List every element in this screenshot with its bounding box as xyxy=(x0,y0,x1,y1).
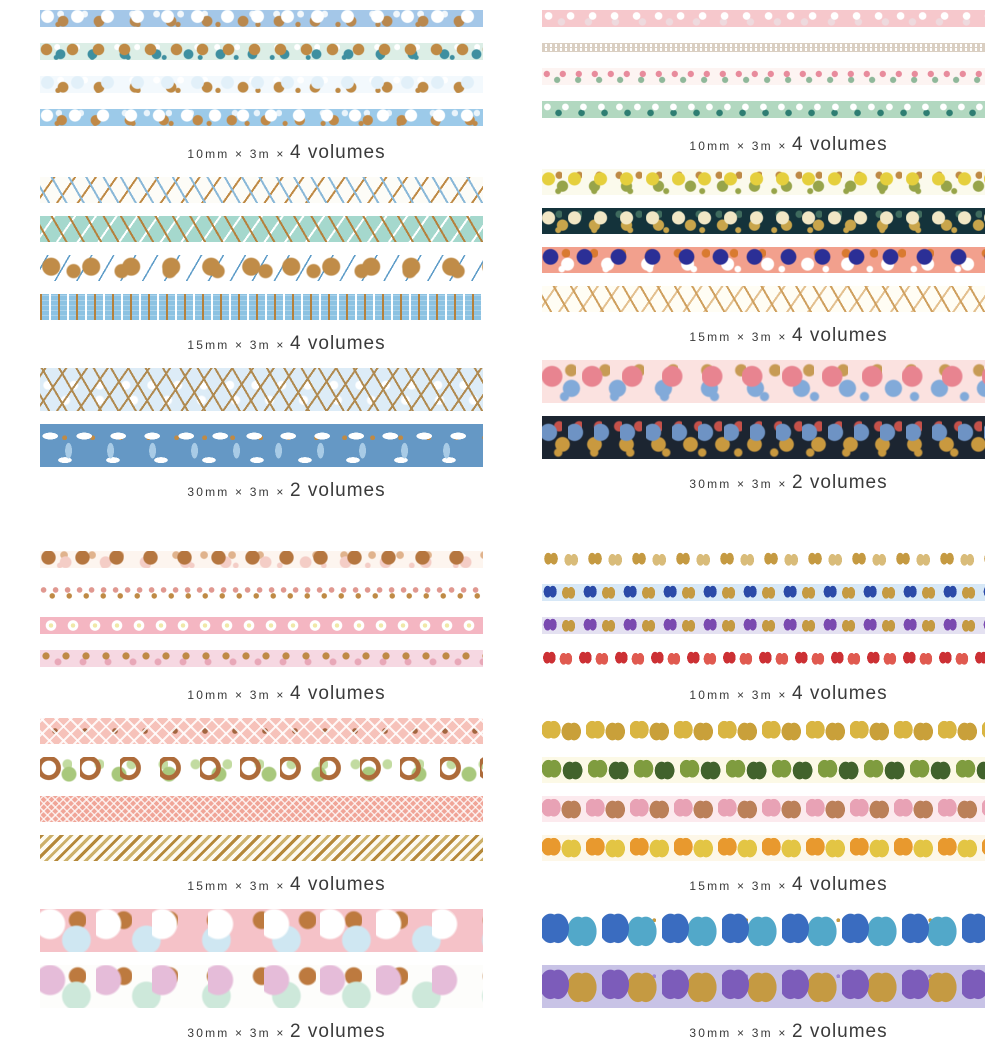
quadrant-bottom-left xyxy=(40,551,483,1056)
tape-strip xyxy=(40,796,483,822)
size-spec-label: 15mm × 3m × xyxy=(187,338,286,352)
tape-strip xyxy=(40,76,483,93)
size-spec-label: 30mm × 3m × xyxy=(187,485,286,499)
size-spec-label: 10mm × 3m × xyxy=(689,139,788,153)
tape-strip xyxy=(40,584,483,601)
tape-strip xyxy=(542,551,985,568)
quadrant-top-right xyxy=(542,10,985,515)
quadrant-top-left xyxy=(40,10,483,515)
tape-strip xyxy=(542,796,985,822)
tape-strip xyxy=(542,10,985,27)
volume-count-label: 2 volumes xyxy=(792,1021,888,1042)
tape-group xyxy=(542,10,985,169)
tape-group xyxy=(40,551,483,718)
size-label xyxy=(40,874,483,897)
tape-group xyxy=(40,10,483,177)
volume-count-label: 4 volumes xyxy=(792,134,888,155)
size-label xyxy=(542,134,985,157)
tape-strip xyxy=(40,835,483,861)
tape-strip xyxy=(40,424,483,467)
tape-group xyxy=(542,169,985,360)
size-label xyxy=(542,325,985,348)
tape-strip xyxy=(40,216,483,242)
tape-group xyxy=(542,360,985,507)
tape-strip xyxy=(542,617,985,634)
quadrant-bottom-right xyxy=(542,551,985,1056)
size-label xyxy=(40,683,483,706)
size-label xyxy=(40,480,483,503)
tape-strip xyxy=(542,416,985,459)
volume-count-label: 4 volumes xyxy=(792,874,888,895)
tape-group xyxy=(40,368,483,515)
size-spec-label: 10mm × 3m × xyxy=(187,688,286,702)
tape-strip xyxy=(542,68,985,85)
tape-strip xyxy=(542,718,985,744)
size-label xyxy=(542,874,985,897)
tape-strip xyxy=(40,368,483,411)
size-spec-label: 15mm × 3m × xyxy=(187,879,286,893)
tape-strip xyxy=(40,43,483,60)
tape-strip xyxy=(542,584,985,601)
tape-group xyxy=(40,909,483,1056)
volume-count-label: 2 volumes xyxy=(792,472,888,493)
tape-group xyxy=(542,551,985,718)
size-label xyxy=(542,472,985,495)
size-label xyxy=(40,333,483,356)
size-label xyxy=(40,142,483,165)
size-spec-label: 30mm × 3m × xyxy=(187,1026,286,1040)
volume-count-label: 2 volumes xyxy=(290,480,386,501)
volume-count-label: 2 volumes xyxy=(290,1021,386,1042)
size-spec-label: 10mm × 3m × xyxy=(689,688,788,702)
tape-strip xyxy=(542,965,985,1008)
tape-strip xyxy=(542,169,985,195)
tape-group xyxy=(542,909,985,1056)
tape-strip xyxy=(542,286,985,312)
size-spec-label: 15mm × 3m × xyxy=(689,879,788,893)
tape-strip xyxy=(542,208,985,234)
volume-count-label: 4 volumes xyxy=(792,325,888,346)
tape-strip xyxy=(40,551,483,568)
tape-group xyxy=(542,718,985,909)
size-spec-label: 30mm × 3m × xyxy=(689,477,788,491)
tape-strip xyxy=(542,43,985,52)
tape-strip xyxy=(542,101,985,118)
tape-strip xyxy=(40,109,483,126)
size-label xyxy=(542,683,985,706)
size-label xyxy=(40,1021,483,1044)
tape-strip xyxy=(40,617,483,634)
volume-count-label: 4 volumes xyxy=(290,874,386,895)
tape-strip xyxy=(542,835,985,861)
size-spec-label: 30mm × 3m × xyxy=(689,1026,788,1040)
tape-strip xyxy=(40,965,483,1008)
tape-strip xyxy=(542,650,985,667)
tape-strip xyxy=(40,718,483,744)
volume-count-label: 4 volumes xyxy=(290,142,386,163)
volume-count-label: 4 volumes xyxy=(290,333,386,354)
tape-strip xyxy=(40,909,483,952)
tape-strip xyxy=(542,247,985,273)
tape-strip xyxy=(40,255,483,281)
tape-strip xyxy=(40,177,483,203)
tape-group xyxy=(40,177,483,368)
tape-group xyxy=(40,718,483,909)
size-spec-label: 10mm × 3m × xyxy=(187,147,286,161)
tape-strip xyxy=(40,650,483,667)
volume-count-label: 4 volumes xyxy=(792,683,888,704)
tape-strip xyxy=(542,360,985,403)
tape-strip xyxy=(542,757,985,783)
tape-strip xyxy=(40,294,483,320)
volume-count-label: 4 volumes xyxy=(290,683,386,704)
tape-strip xyxy=(40,10,483,27)
size-spec-label: 15mm × 3m × xyxy=(689,330,788,344)
tape-strip xyxy=(40,757,483,783)
tape-strip xyxy=(542,909,985,952)
size-label xyxy=(542,1021,985,1044)
